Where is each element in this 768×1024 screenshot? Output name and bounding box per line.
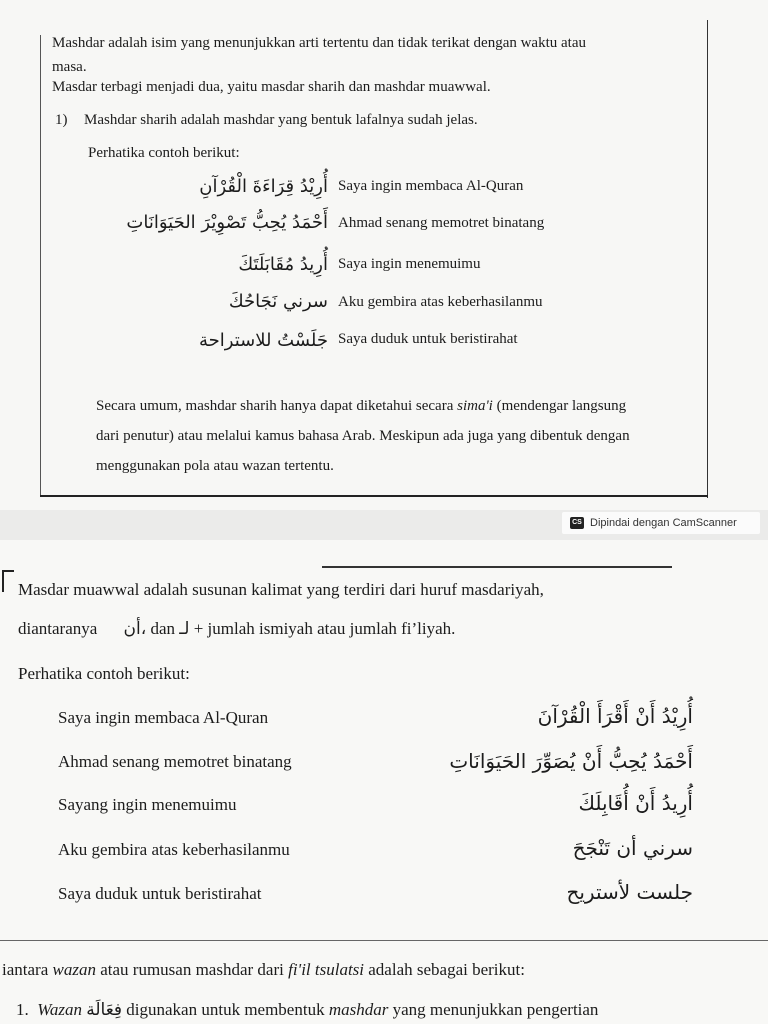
point-text: Mashdar sharih adalah mashdar yang bentuk lafalnya sudah jelas. [84,112,478,128]
example-translation: Saya ingin menemuimu [338,256,481,272]
example-arabic: جَلَسْتُ للاستراحة [199,330,328,351]
wazan-text: adalah sebagai berikut: [364,960,525,979]
wazan-emphasis: fi'il tsulatsi [288,960,365,979]
wazan-text: iantara [2,960,53,979]
page-border-left [40,35,41,495]
example-arabic: أَحْمَدُ يُحِبُّ أَنْ يُصَوِّرَ الحَيَوَانَاتِ [449,749,693,773]
examples-heading: Perhatika contoh berikut: [18,664,190,683]
summary-text: Secara umum, mashdar sharih hanya dapat diketahui secara [96,398,458,414]
wazan-text: atau rumusan mashdar dari [95,960,289,979]
summary-emphasis: sima'i [457,398,493,414]
example-arabic: أُرِيْدُ قِرَاءَةَ الْقُرْآنِ [199,176,328,197]
list-text: yang menunjukkan pengertian [388,1000,599,1019]
summary-text: (mendengar langsung [492,398,627,414]
summary-line-3: menggunakan pola atau wazan tertentu. [96,458,334,474]
page-border-bottom [40,495,708,497]
example-arabic: أُرِيْدُ أَنْ أَقْرَأَ الْقُرْآنَ [537,704,693,728]
example-arabic: سرني نَجَاحُكَ [228,291,328,312]
definition-line-2 [18,619,455,639]
example-translation: Saya ingin membaca Al-Quran [338,178,524,194]
example-translation: Ahmad senang memotret binatang [58,752,292,771]
wazan-intro [2,960,525,980]
example-translation: Aku gembira atas keberhasilanmu [58,840,290,859]
scanned-page-bottom [0,540,768,1024]
intro-line-1: Mashdar adalah isim yang menunjukkan arti tertentu dan tidak terikat dengan waktu atau [52,35,586,51]
summary-line-2: dari penutur) atau melalui kamus bahasa Arab. Meskipun ada juga yang dibentuk dengan [96,428,630,444]
intro-line-2: masa. [52,59,87,75]
example-translation: Sayang ingin menemuimu [58,795,237,814]
example-arabic: أُرِيدُ أَنْ أُقَابِلَكَ [578,791,693,815]
camscanner-badge [562,512,760,534]
example-translation: Ahmad senang memotret binatang [338,215,545,231]
definition-text: dan [146,619,180,638]
arabic-particle: ،أن [123,619,147,639]
example-arabic: أَحْمَدُ يُحِبُّ تَصْوِيْرَ الحَيَوَانَاتِ [126,212,328,233]
wazan-emphasis: wazan [52,960,96,979]
list-item-1 [16,1000,598,1020]
wazan-arabic: فِعَالَة [86,1000,123,1020]
page-corner-mark [2,570,14,592]
camscanner-icon: CS [570,517,584,529]
arabic-particle: لـ [179,619,190,639]
list-text: digunakan untuk membentuk [122,1000,329,1019]
example-translation: Saya duduk untuk beristirahat [58,884,262,903]
list-number: 1. [16,1000,29,1019]
point-number: 1) [55,112,68,128]
list-emphasis: mashdar [328,1000,389,1019]
list-emphasis: Wazan [37,1000,82,1019]
page-top-rule [322,566,672,568]
examples-heading: Perhatika contoh berikut: [88,145,240,161]
example-arabic: أُرِيدُ مُقَابَلَتَكَ [238,254,328,275]
example-translation: Saya duduk untuk beristirahat [338,331,518,347]
summary-line-1 [96,398,626,415]
definition-line-1: Masdar muawwal adalah susunan kalimat yang terdiri dari huruf masdariyah, [18,580,544,599]
section-divider [0,940,768,941]
page-border-right [707,20,708,498]
intro-line-3: Masdar terbagi menjadi dua, yaitu masdar sharih dan mashdar muawwal. [52,79,491,95]
example-arabic: جلست لأستريح [566,880,693,904]
example-translation: Saya ingin membaca Al-Quran [58,708,269,727]
example-translation: Aku gembira atas keberhasilanmu [338,294,543,310]
definition-text: diantaranya [18,619,98,638]
definition-text: + jumlah ismiyah atau jumlah fi’liyah. [189,619,456,638]
camscanner-label: Dipindai dengan CamScanner [590,517,737,529]
example-arabic: سرني أن تَنْجَحَ [572,836,693,860]
